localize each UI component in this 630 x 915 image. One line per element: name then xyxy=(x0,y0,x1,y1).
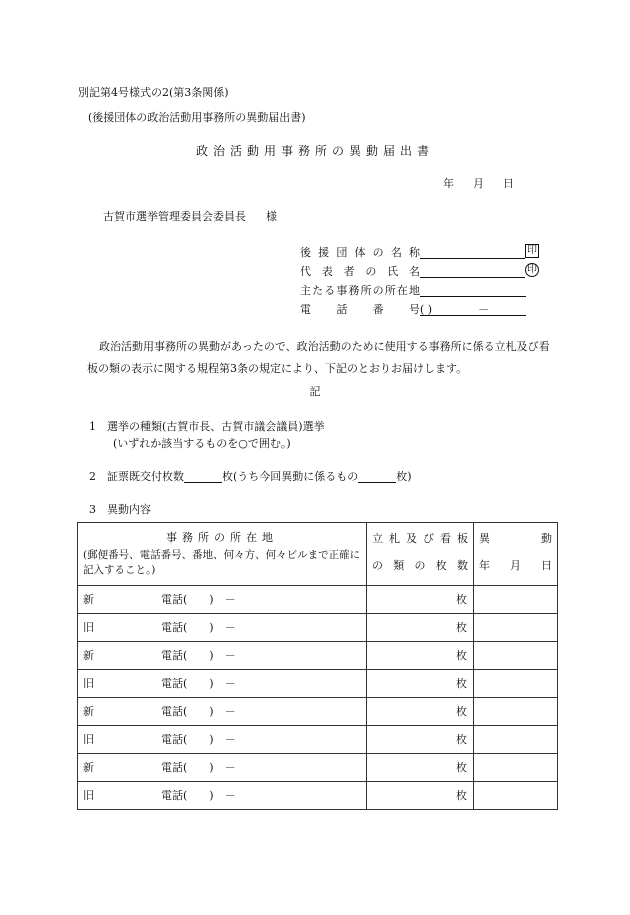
row-kind: 旧 xyxy=(83,620,94,634)
address-cell[interactable] xyxy=(78,670,367,698)
item-2-text-a: 証票既交付枚数 xyxy=(107,470,184,483)
addressee xyxy=(103,210,277,223)
row-phone-label: 電話( ) － xyxy=(161,648,236,662)
table-row xyxy=(78,782,558,810)
row-unit: 枚 xyxy=(456,620,467,634)
item-2-text-b: 枚(うち今回異動に係るもの xyxy=(222,470,359,483)
header-sign-count xyxy=(367,523,474,586)
row-kind: 新 xyxy=(83,648,94,662)
address-row xyxy=(300,284,526,298)
row-unit: 枚 xyxy=(456,704,467,718)
org-name-field[interactable] xyxy=(420,245,537,259)
date-field[interactable] xyxy=(443,177,517,190)
row-kind: 旧 xyxy=(83,676,94,690)
address-cell[interactable] xyxy=(78,642,367,670)
header-sign-count-line2: の類の枚数 xyxy=(372,559,468,572)
phone-dash: － xyxy=(478,303,490,317)
table-row xyxy=(78,698,558,726)
change-date-cell[interactable] xyxy=(474,782,558,810)
sign-count-cell[interactable] xyxy=(367,698,474,726)
row-unit: 枚 xyxy=(456,676,467,690)
row-phone-label: 電話( ) － xyxy=(161,704,236,718)
org-name-label: 後援団体の名称 xyxy=(300,246,420,259)
row-phone-label: 電話( ) － xyxy=(161,732,236,746)
table-header-row xyxy=(78,523,558,586)
row-kind: 新 xyxy=(83,592,94,606)
sign-count-cell[interactable] xyxy=(367,670,474,698)
row-phone-label: 電話( ) － xyxy=(161,676,236,690)
header-sign-count-line1: 立札及び看板 xyxy=(372,532,468,545)
row-unit: 枚 xyxy=(456,648,467,662)
change-date-cell[interactable] xyxy=(474,586,558,614)
row-phone-label: 電話( ) － xyxy=(161,620,236,634)
sign-count-cell[interactable] xyxy=(367,586,474,614)
form-subtitle: (後援団体の政治活動用事務所の異動届出書) xyxy=(88,111,306,124)
addressee-name: 古賀市選挙管理委員会委員長 xyxy=(103,210,246,223)
item-1-note: (いずれか該当するものを○で囲む。) xyxy=(113,437,291,450)
address-cell[interactable] xyxy=(78,586,367,614)
table-row xyxy=(78,726,558,754)
item-3-text: 異動内容 xyxy=(107,503,151,516)
header-address xyxy=(78,523,367,586)
sign-count-cell[interactable] xyxy=(367,782,474,810)
change-date-cell[interactable] xyxy=(474,726,558,754)
issued-count-field[interactable] xyxy=(184,471,222,483)
row-unit: 枚 xyxy=(456,592,467,606)
ki-heading: 記 xyxy=(309,385,321,398)
table-row xyxy=(78,614,558,642)
row-kind: 新 xyxy=(83,704,94,718)
form-title: 政治活動用事務所の異動届出書 xyxy=(195,144,434,158)
seal-circle-icon: 印 xyxy=(527,264,537,276)
sign-count-cell[interactable] xyxy=(367,614,474,642)
address-cell[interactable] xyxy=(78,754,367,782)
table-row xyxy=(78,642,558,670)
row-phone-label: 電話( ) － xyxy=(161,592,236,606)
representative-row xyxy=(300,264,537,279)
sign-count-cell[interactable] xyxy=(367,754,474,782)
addressee-honorific: 様 xyxy=(266,210,277,223)
phone-area-code: ( ) xyxy=(420,303,433,317)
sign-count-cell[interactable] xyxy=(367,726,474,754)
table-row xyxy=(78,670,558,698)
change-date-cell[interactable] xyxy=(474,614,558,642)
change-date-cell[interactable] xyxy=(474,670,558,698)
header-change-line2: 年 月 日 xyxy=(479,559,552,572)
phone-label: 電話番号 xyxy=(300,303,420,316)
representative-field[interactable] xyxy=(420,264,537,278)
phone-field[interactable] xyxy=(420,303,526,316)
item-2 xyxy=(89,470,412,483)
date-year-label: 年 xyxy=(443,177,457,190)
seal-box-icon: 印 xyxy=(527,245,537,257)
row-unit: 枚 xyxy=(456,732,467,746)
change-date-cell[interactable] xyxy=(474,754,558,782)
address-cell[interactable] xyxy=(78,726,367,754)
address-field[interactable] xyxy=(420,284,526,297)
header-address-title: 事務所の所在地 xyxy=(166,531,278,544)
row-unit: 枚 xyxy=(456,788,467,802)
phone-row xyxy=(300,303,526,317)
header-change-date xyxy=(474,523,558,586)
item-number: 1 xyxy=(89,420,96,433)
header-address-note: (郵便番号、電話番号、番地、何々方、何々ビルまで正確に記入すること。) xyxy=(83,549,361,577)
item-3 xyxy=(89,503,151,516)
change-date-cell[interactable] xyxy=(474,698,558,726)
address-cell[interactable] xyxy=(78,614,367,642)
change-table xyxy=(77,522,558,810)
change-date-cell[interactable] xyxy=(474,642,558,670)
row-phone-label: 電話( ) － xyxy=(161,760,236,774)
table-row xyxy=(78,586,558,614)
date-day-label: 日 xyxy=(503,177,517,190)
row-kind: 旧 xyxy=(83,788,94,802)
address-cell[interactable] xyxy=(78,782,367,810)
org-name-row xyxy=(300,245,537,260)
table-row xyxy=(78,754,558,782)
item-1-text: 選挙の種類(古賀市長、古賀市議会議員)選挙 xyxy=(107,420,325,433)
row-kind: 旧 xyxy=(83,732,94,746)
address-label: 主たる事務所の所在地 xyxy=(300,284,420,297)
form-reference: 別記第4号様式の2(第3条関係) xyxy=(78,86,229,99)
item-1 xyxy=(89,420,325,433)
row-unit: 枚 xyxy=(456,760,467,774)
item-number: 3 xyxy=(89,503,96,516)
body-paragraph: 政治活動用事務所の異動があったので、政治活動のために使用する事務所に係る立札及び看板の類の表示に関する規程第3条の規定により、下記のとおりお届けします。 xyxy=(87,340,550,375)
item-2-text-c: 枚) xyxy=(396,470,412,483)
changed-count-field[interactable] xyxy=(358,471,396,483)
address-cell[interactable] xyxy=(78,698,367,726)
sign-count-cell[interactable] xyxy=(367,642,474,670)
header-change-line1: 異動 xyxy=(479,532,552,545)
row-kind: 新 xyxy=(83,760,94,774)
item-number: 2 xyxy=(89,470,96,483)
representative-label: 代表者の氏名 xyxy=(300,265,420,278)
row-phone-label: 電話( ) － xyxy=(161,788,236,802)
date-month-label: 月 xyxy=(473,177,487,190)
